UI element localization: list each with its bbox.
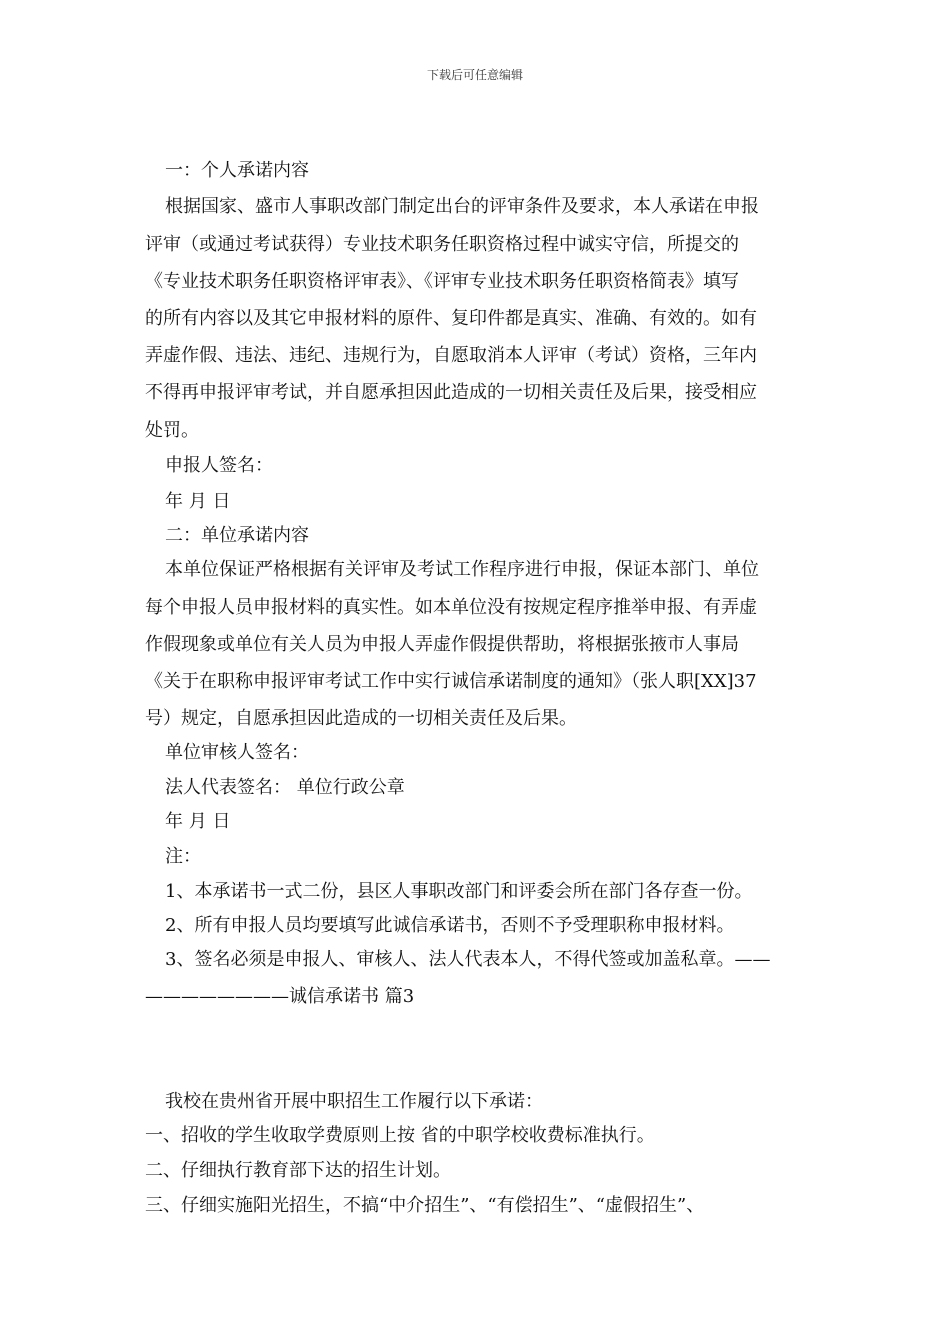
paragraph-line: 《关于在职称申报评审考试工作中实行诚信承诺制度的通知》（张人职[XX]37 (145, 671, 757, 692)
commitment-item: 一、招收的学生收取学费原则上按 省的中职学校收费标准执行。 (145, 1125, 655, 1146)
note-item: 2、所有申报人员均要填写此诚信承诺书，否则不予受理职称申报材料。 (165, 915, 735, 936)
date-line: 年 月 日 (165, 811, 231, 832)
paragraph-line: 我校在贵州省开展中职招生工作履行以下承诺： (165, 1091, 543, 1112)
paragraph-line: 的所有内容以及其它申报材料的原件、复印件都是真实、准确、有效的。如有 (145, 308, 757, 329)
page-header: 下载后可任意编辑 (426, 68, 523, 82)
paragraph-line: 作假现象或单位有关人员为申报人弄虚作假提供帮助，将根据张掖市人事局 (145, 634, 739, 655)
paragraph-line: 弄虚作假、违法、违纪、违规行为，自愿取消本人评审（考试）资格，三年内 (145, 345, 757, 366)
note-item: 1、本承诺书一式二份，县区人事职改部门和评委会所在部门各存查一份。 (165, 881, 753, 902)
paragraph-line: 本单位保证严格根据有关评审及考试工作程序进行申报，保证本部门、单位 (165, 559, 759, 580)
section-title-part3: ————————诚信承诺书 篇3 (145, 986, 415, 1007)
applicant-signature-label: 申报人签名： (165, 455, 273, 476)
paragraph-line: 评审（或通过考试获得）专业技术职务任职资格过程中诚实守信，所提交的 (145, 234, 739, 255)
reviewer-signature-label: 单位审核人签名： (165, 742, 309, 763)
date-line: 年 月 日 (165, 491, 231, 512)
legal-rep-signature-label: 法人代表签名： 单位行政公章 (165, 777, 405, 798)
paragraph-line: 处罚。 (145, 420, 199, 441)
section-title-unit: 二：单位承诺内容 (165, 525, 309, 546)
notes-label: 注： (165, 846, 201, 867)
section-title-personal: 一：个人承诺内容 (165, 160, 309, 181)
paragraph-line: 不得再申报评审考试，并自愿承担因此造成的一切相关责任及后果，接受相应 (145, 382, 757, 403)
paragraph-line: 号）规定，自愿承担因此造成的一切相关责任及后果。 (145, 708, 577, 729)
note-item: 3、签名必须是申报人、审核人、法人代表本人，不得代签或加盖私章。—— (165, 949, 771, 970)
paragraph-line: 《专业技术职务任职资格评审表》、《评审专业技术职务任职资格简表》填写 (145, 271, 739, 292)
paragraph-line: 每个申报人员申报材料的真实性。如本单位没有按规定程序推举申报、有弄虚 (145, 597, 757, 618)
paragraph-line: 根据国家、盛市人事职改部门制定出台的评审条件及要求，本人承诺在申报 (165, 196, 759, 217)
commitment-item: 二、仔细执行教育部下达的招生计划。 (145, 1160, 451, 1181)
commitment-item: 三、仔细实施阳光招生，不搞“中介招生”、“有偿招生”、“虚假招生”、 (145, 1195, 705, 1216)
